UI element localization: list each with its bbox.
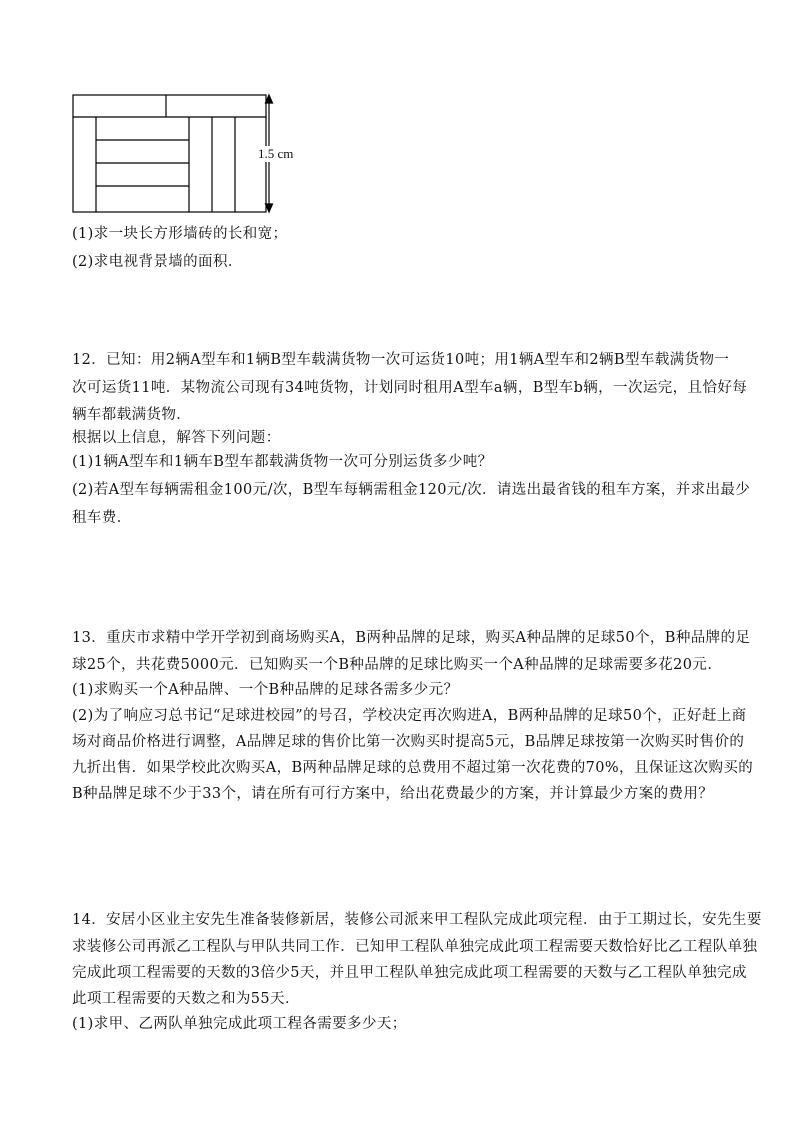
q13-part2-line4: B种品牌足球不少于33个，请在所有可行方案中，给出花费最少的方案，并计算最少方案的费用？ bbox=[72, 786, 714, 802]
q13-part2-line1: (2)为了响应习总书记“足球进校园”的号召，学校决定再次购进A，B两种品牌的足球50个，正好赶上商 bbox=[72, 708, 747, 724]
q11-part1: (1)求一块长方形墙砖的长和宽； bbox=[72, 226, 288, 242]
q12-line1: 12．已知：用2辆A型车和1辆B型车载满货物一次可运货10吨；用1辆A型车和2辆B型车载满货物一 bbox=[72, 352, 730, 368]
q13-part2-line3: 九折出售．如果学校此次购买A，B两种品牌足球的总费用不超过第一次花费的70%，且保证这次购买的 bbox=[72, 760, 754, 776]
q12-part2-line2: 租车费． bbox=[72, 510, 132, 526]
q12-line2: 次可运货11吨．某物流公司现有34吨货物，计划同时租用A型车a辆，B型车b辆，一次运完，且恰好每 bbox=[72, 380, 748, 396]
q14-line1: 14．安居小区业主安先生准备装修新居，装修公司派来甲工程队完成此项完程．由于工期过长，安先生要 bbox=[72, 912, 762, 928]
q14-line4: 此项工程需要的天数之和为55天． bbox=[72, 991, 300, 1007]
q14-part1: (1)求甲、乙两队单独完成此项工程各需要多少天； bbox=[72, 1016, 407, 1032]
wall-outline bbox=[73, 95, 266, 212]
q13-part2-line2: 场对商品价格进行调整，A品牌足球的售价比第一次购买时提高5元，B品牌足球按第一次购买时售价的 bbox=[72, 734, 745, 750]
q13-part1: (1)求购买一个A种品牌、一个B种品牌的足球各需多少元？ bbox=[72, 682, 459, 698]
q13-line2: 球25个，共花费5000元．已知购买一个B种品牌的足球比购买一个A种品牌的足球需要多花20元． bbox=[72, 657, 723, 673]
q12-line3: 辆车都载满货物． bbox=[72, 407, 192, 423]
q14-line2: 求装修公司再派乙工程队与甲队共同工作．已知甲工程队单独完成此项工程需要天数恰好比乙工程队单独 bbox=[72, 939, 758, 955]
q12-part1: (1)1辆A型车和1辆车B型车都载满货物一次可分别运货多少吨？ bbox=[72, 454, 493, 470]
height-dimension-label: 1.5 cm bbox=[258, 146, 294, 161]
tv-wall-tile-diagram bbox=[70, 92, 290, 220]
q14-line3: 完成此项工程需要的天数的3倍少5天，并且甲工程队单独完成此项工程需要的天数与乙工程队单独完成 bbox=[72, 965, 747, 981]
q12-part2-line1: (2)若A型车每辆需租金100元/次，B型车每辆需租金120元/次．请选出最省钱的租车方案，并求出最少 bbox=[72, 482, 751, 498]
q13-line1: 13．重庆市求精中学开学初到商场购买A，B两种品牌的足球，购买A种品牌的足球50个，B种品牌的足 bbox=[72, 630, 751, 646]
q11-part2: (2)求电视背景墙的面积． bbox=[72, 254, 243, 270]
q12-line4: 根据以上信息，解答下列问题： bbox=[72, 430, 281, 446]
